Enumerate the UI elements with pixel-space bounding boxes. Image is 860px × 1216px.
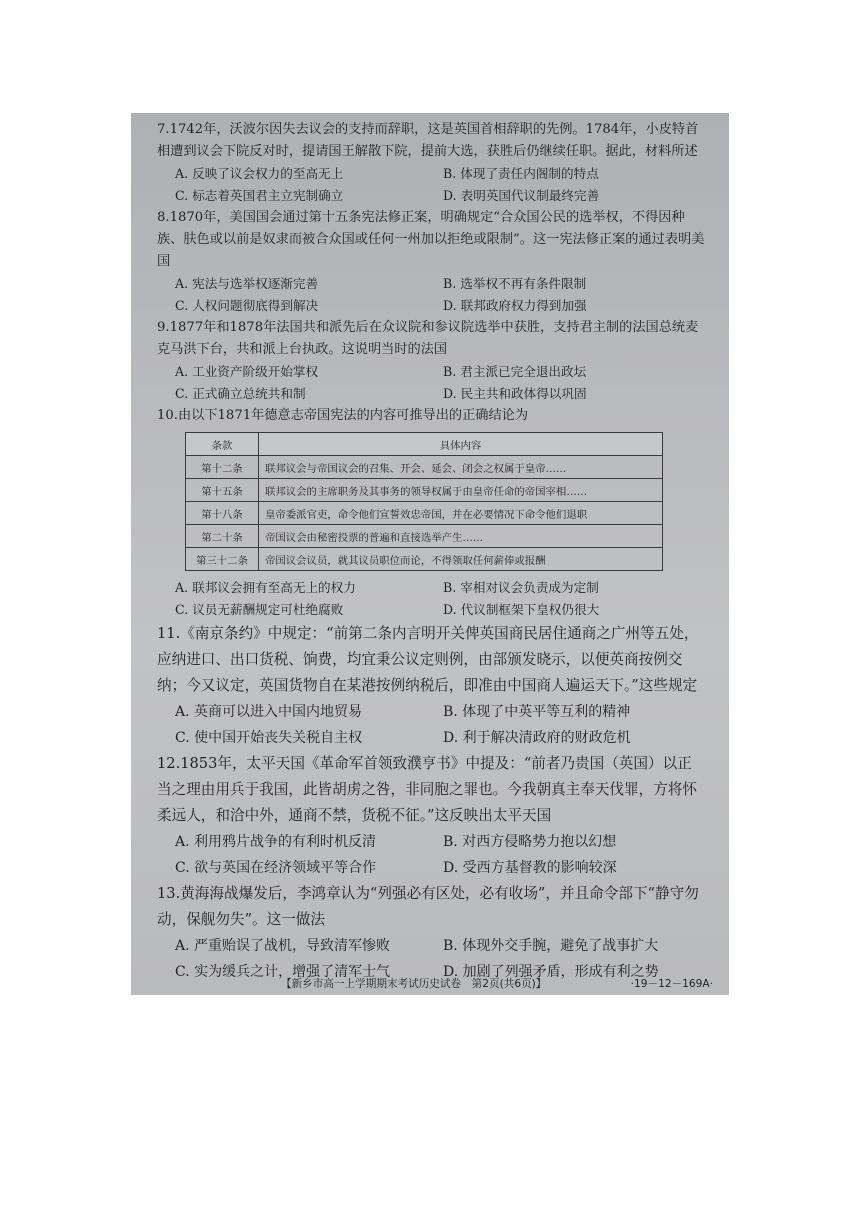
table-row: [186, 456, 663, 479]
question-12-stem: 12.1853年，太平天国《革命军首领致濮亨书》中提及：“前者乃贵国（英国）以正当之理由用兵于我国，此皆胡虏之咎，非同胞之罪也。今我朝真主奉天伐罪，方将怀柔远人，和洽中外，通商不禁，货税不征。”这反映出太平天国: [157, 755, 697, 824]
option-c: C. 议员无薪酬规定可杜绝腐败: [175, 602, 344, 617]
option-a: A. 利用鸦片战争的有利时机反清: [175, 834, 377, 850]
option-c: C. 使中国开始丧失关税自主权: [175, 730, 363, 746]
table-cell-article: 第二十条: [186, 525, 259, 548]
question-9-stem: 9.1877年和1878年法国共和派先后在众议院和参议院选举中获胜，支持君主制的法国总统麦克马洪下台，共和派上台执政。这说明当时的法国: [157, 320, 699, 357]
option-b: B. 体现外交手腕，避免了战事扩大: [443, 938, 659, 954]
option-b: B. 体现了责任内阁制的特点: [443, 166, 599, 181]
option-b: B. 选举权不再有条件限制: [443, 276, 587, 291]
table-cell-content: 联邦议会的主席职务及其事务的领导权属于由皇帝任命的帝国宰相……: [259, 479, 663, 502]
table-row: [186, 525, 663, 548]
option-c: C. 标志着英国君主立宪制确立: [175, 188, 344, 203]
option-b: B. 体现了中英平等互利的精神: [443, 704, 631, 720]
option-b: B. 对西方侵略势力抱以幻想: [443, 834, 617, 850]
table-row: [186, 479, 663, 502]
question-11-stem: 11.《南京条约》中规定：“前第二条内言明开关俾英国商民居住通商之广州等五处，应纳进口、出口货税、饷费，均宜秉公议定则例，由部颁发晓示，以便英商按例交纳；今又议定，英国货物自在某港按例纳税后，即准由中国商人遍运天下。”这些规定: [157, 625, 699, 694]
option-d: D. 表明英国代议制最终完善: [443, 188, 600, 203]
option-a: A. 反映了议会权力的至高无上: [175, 166, 344, 181]
question-13-stem: 13.黄海海战爆发后，李鸿章认为“列强必有区处，必有收场”，并且命令部下“静守勿动，保舰勿失”。这一做法: [157, 885, 699, 928]
table-header-row: [186, 433, 663, 456]
option-b: B. 宰相对议会负责成为定制: [443, 580, 599, 595]
table-cell-content: 皇帝委派官吏，命令他们宣誓效忠帝国，并在必要情况下命令他们退职: [259, 502, 663, 525]
question-8: [157, 207, 705, 317]
question-11: [157, 621, 705, 751]
option-d: D. 联邦政府权力得到加强: [443, 298, 587, 313]
option-b: B. 君主派已完全退出政坛: [443, 364, 587, 379]
question-12-options: [157, 829, 705, 881]
table-cell-article: 第十五条: [186, 479, 259, 502]
question-10-options: [157, 577, 705, 621]
option-a: A. 工业资产阶级开始掌权: [175, 364, 319, 379]
question-12: [157, 751, 705, 881]
question-9: [157, 317, 705, 405]
table-row: [186, 548, 663, 571]
question-11-options: [157, 699, 705, 751]
option-a: A. 联邦议会拥有至高无上的权力: [175, 580, 356, 595]
option-c: C. 欲与英国在经济领域平等合作: [175, 860, 377, 876]
question-7: [157, 119, 705, 207]
option-a: A. 宪法与选举权逐渐完善: [175, 276, 319, 291]
table-cell-article: 第三十二条: [186, 548, 259, 571]
question-13: [157, 881, 705, 985]
question-8-options: [157, 273, 705, 317]
question-10: [157, 405, 705, 621]
option-d: D. 利于解决清政府的财政危机: [443, 730, 631, 746]
table-cell-article: 第十八条: [186, 502, 259, 525]
option-c: C. 实为缓兵之计，增强了清军士气: [175, 964, 391, 980]
table-cell-content: 联邦议会与帝国议会的召集、开会、延会、闭会之权属于皇帝……: [259, 456, 663, 479]
table-cell-article: 第十二条: [186, 456, 259, 479]
table-header-content: 具体内容: [259, 433, 663, 456]
constitution-table: [185, 432, 663, 571]
question-7-options: [157, 163, 705, 207]
question-9-options: [157, 361, 705, 405]
table-cell-content: 帝国议会议员，就其议员职位而论，不得领取任何薪俸或报酬: [259, 548, 663, 571]
table-header-article: 条款: [186, 433, 259, 456]
option-d: D. 代议制框架下皇权仍很大: [443, 602, 600, 617]
page-footer: [131, 976, 729, 991]
exam-page-photo: [131, 113, 729, 995]
exam-page: [131, 113, 729, 995]
option-c: C. 正式确立总统共和制: [175, 386, 306, 401]
option-c: C. 人权问题彻底得到解决: [175, 298, 319, 313]
footer-exam-title: 【新乡市高一上学期期末考试历史试卷 第2页(共6页)】: [281, 978, 547, 990]
question-10-stem: 10.由以下1871年德意志帝国宪法的内容可推导出的正确结论为: [157, 408, 529, 423]
table-row: [186, 502, 663, 525]
question-7-stem: 7.1742年，沃波尔因失去议会的支持而辞职，这是英国首相辞职的先例。1784年，小皮特首相遭到议会下院反对时，提请国王解散下院，提前大选，获胜后仍继续任职。据此，材料所述: [157, 122, 699, 159]
question-8-stem: 8.1870年，美国国会通过第十五条宪法修正案，明确规定“合众国公民的选举权，不得因种族、肤色或以前是奴隶而被合众国或任何一州加以拒绝或限制”。这一宪法修正案的通过表明美国: [157, 210, 705, 269]
option-a: A. 英商可以进入中国内地贸易: [175, 704, 363, 720]
option-d: D. 受西方基督教的影响较深: [443, 860, 617, 876]
footer-code: ·19－12－169A·: [630, 978, 713, 990]
option-d: D. 民主共和政体得以巩固: [443, 386, 587, 401]
option-a: A. 严重贻误了战机，导致清军惨败: [175, 938, 391, 954]
option-d: D. 加剧了列强矛盾，形成有利之势: [443, 964, 659, 980]
table-cell-content: 帝国议会由秘密投票的普遍和直接选举产生……: [259, 525, 663, 548]
